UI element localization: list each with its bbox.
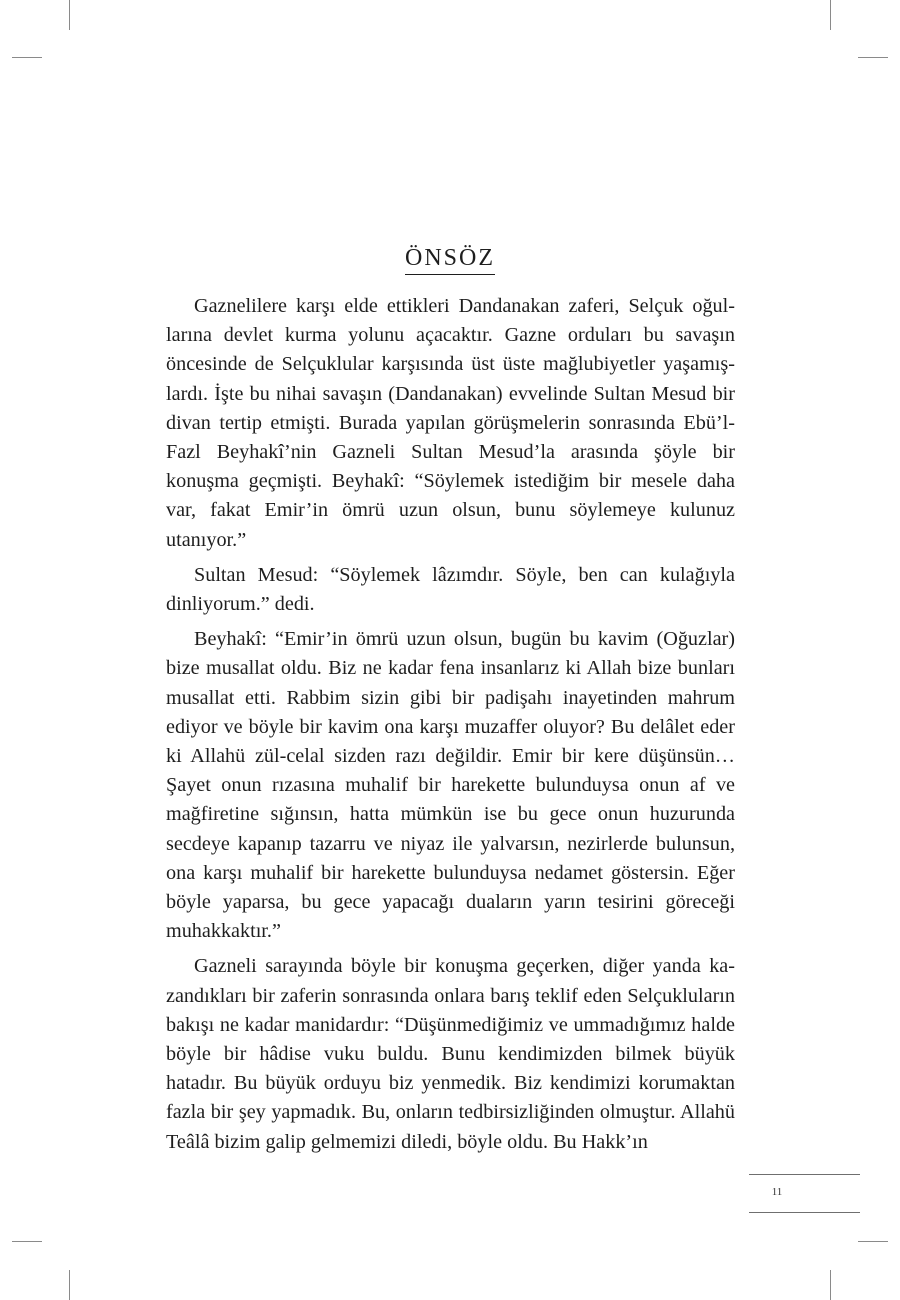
paragraph-2: Sultan Mesud: “Söylemek lâzımdır. Söyle, ben can kulağıyla dinliyorum.” dedi. [166, 563, 735, 616]
paragraph-3: Beyhakî: “Emir’in ömrü uzun olsun, bugün bu kavim (Oğuzlar) bize musallat oldu. Biz ne kadar fena insanlarız ki Allah bize bunları musallat etti. Rabbim sizin gibi bir padişahı inayetinden mahrum ediyor ve böyle bir kavim ona karşı muzaffer oluyor? Bu delâlet eder ki Allahü zül-celal sizden razı değildir. Emir bir kere düşünsün… Şayet onun rızasına muhalif bir harekette bulunduysa onun af ve mağfiretine sığınsın, hatta mümkün ise bu gece onun huzurunda secdeye kapanıp tazarru ve niyaz ile yalvarsın, nezirlerde bulunsun, ona karşı muhalif bir harekette bulunduysa nedamet göstersin. Eğer böyle yaparsa, bu gece yapacağı duaların yarın tesirini göreceği muhakkaktır.” [166, 628, 735, 943]
crop-mark-left-top [12, 57, 42, 58]
page-title: ÖNSÖZ [405, 244, 495, 275]
paragraph-1: Gaznelilere karşı elde ettikleri Dandanakan zaferi, Selçuk oğullarına devlet kurma yolunu açacaktır. Gazne orduları bu savaşın öncesinde de Selçuklular karşısında üst üste mağlubiyetler yaşamışlardı. İşte bu nihai savaşın (Dandanakan) evvelinde Sultan Mesud bir divan tertip etmişti. Burada yapılan görüşmelerin sonrasında Ebü’l-Fazl Beyhakî’nin Gazneli Sultan Mesud’la arasında şöyle bir konuşma geçmişti. Beyhakî: “Söylemek istediğim bir mesele daha var, fakat Emir’in ömrü uzun olsun, bunu söylemeye kulunuz utanıyor.” [166, 295, 735, 551]
crop-mark-right-bottom [858, 1241, 888, 1242]
crop-mark-bottom-right [830, 1270, 831, 1300]
crop-mark-left-bottom [12, 1241, 42, 1242]
crop-mark-bottom-left [69, 1270, 70, 1300]
crop-mark-top-right [830, 0, 831, 30]
footer-rule-top [749, 1174, 860, 1175]
page-number: 11 [771, 1186, 783, 1198]
footer-rule-bottom [749, 1212, 860, 1213]
title-container [0, 244, 900, 275]
paragraph-4: Gazneli sarayında böyle bir konuşma geçerken, diğer yanda kazandıkları bir zaferin sonrasında onlara barış teklif eden Selçukluların bakışı ne kadar manidardır: “Düşünmediğimiz ve ummadığımız halde böyle bir hâdise vuku buldu. Bunu kendimizden bilmek büyük hatadır. Bu büyük orduyu biz yenmedik. Biz kendimizi korumaktan fazla bir şey yapmadık. Bu, onların tedbirsizliğinden olmuştur. Allahü Teâlâ bizim galip gelmemizi diledi, böyle oldu. Bu Hakk’ın [166, 955, 735, 1153]
crop-mark-right-top [858, 57, 888, 58]
body-text [166, 292, 735, 1163]
crop-mark-top-left [69, 0, 70, 30]
